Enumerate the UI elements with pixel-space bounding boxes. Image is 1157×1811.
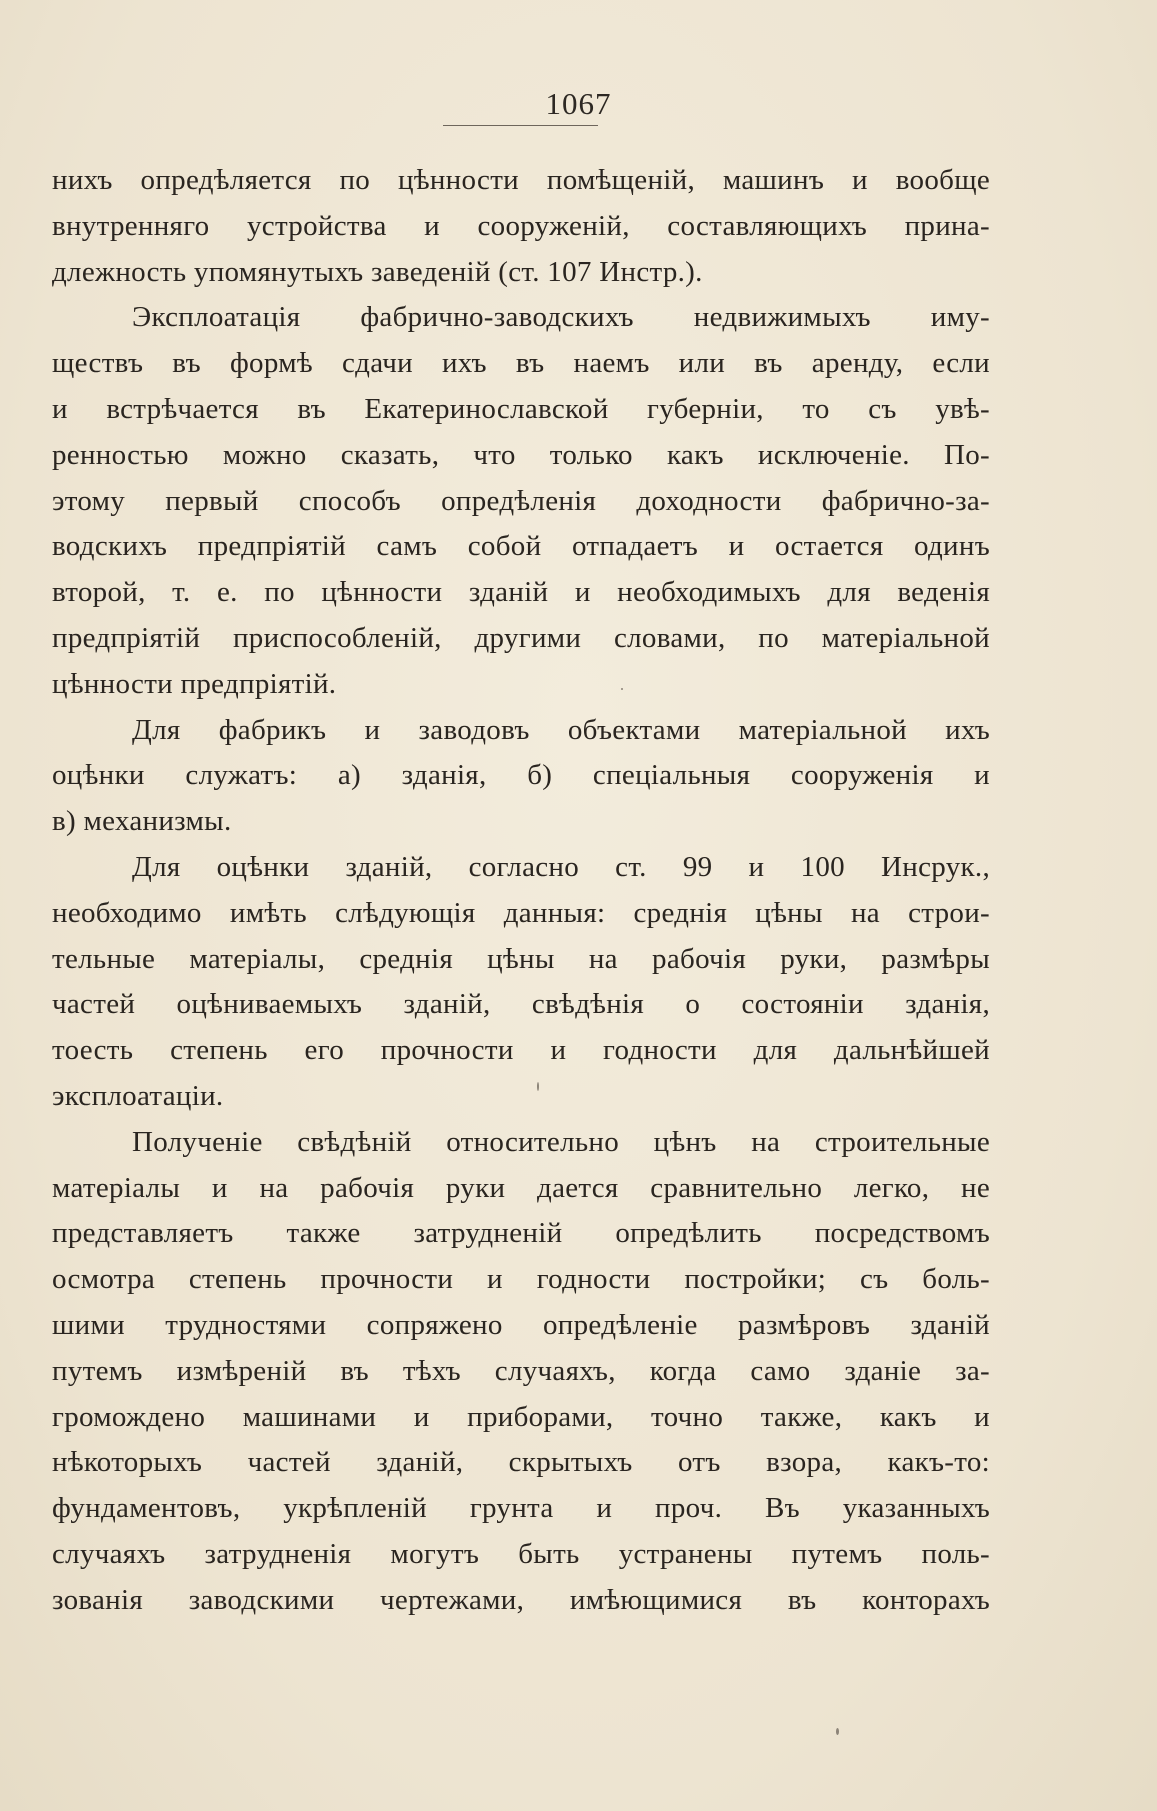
text-line: Эксплоатація фабрично-заводскихъ недвижимыхъ иму- — [132, 301, 990, 334]
text-line: внутренняго устройства и сооруженій, составляющихъ прина- — [52, 209, 990, 242]
text-line: оцѣнки служатъ: а) зданія, б) спеціальныя сооруженія и — [52, 759, 990, 792]
text-line: в) механизмы. — [52, 805, 232, 838]
text-line: матеріалы и на рабочія руки дается сравнительно легко, не — [52, 1171, 990, 1204]
text-line: представляетъ также затрудненій опредѣлить посредствомъ — [52, 1217, 990, 1250]
text-line: тоесть степень его прочности и годности для дальнѣйшей — [52, 1034, 990, 1067]
print-speck — [836, 1728, 839, 1735]
text-line: зованія заводскими чертежами, имѣющимися въ конторахъ — [52, 1583, 990, 1616]
text-line: водскихъ предпріятій самъ собой отпадаетъ и остается одинъ — [52, 530, 990, 563]
text-line: случаяхъ затрудненія могутъ быть устранены путемъ поль- — [52, 1537, 990, 1570]
text-line: нихъ опредѣляется по цѣнности помѣщеній, машинъ и вообще — [52, 164, 990, 196]
text-line: эксплоатаціи. — [52, 1079, 224, 1112]
text-line: путемъ измѣреній въ тѣхъ случаяхъ, когда само зданіе за- — [52, 1354, 990, 1387]
text-line: громождено машинами и приборами, точно также, какъ и — [52, 1400, 990, 1433]
text-line: тельные матеріалы, среднія цѣны на рабочія руки, размѣры — [52, 942, 990, 975]
print-speck — [621, 688, 623, 690]
page-number: 1067 — [545, 86, 612, 121]
text-line: Для оцѣнки зданій, согласно ст. 99 и 100 Инсрук., — [132, 850, 990, 883]
text-line: предпріятій приспособленій, другими словами, по матеріальной — [52, 621, 990, 654]
text-line: ществъ въ формѣ сдачи ихъ въ наемъ или въ аренду, если — [52, 347, 990, 380]
text-line: и встрѣчается въ Екатеринославской губерніи, то съ увѣ- — [52, 392, 990, 425]
text-line: Полученіе свѣдѣній относительно цѣнъ на строительные — [132, 1125, 990, 1158]
print-speck — [537, 1082, 539, 1091]
page-number-rule — [443, 125, 598, 126]
text-line: частей оцѣниваемыхъ зданій, свѣдѣнія о состояніи зданія, — [52, 988, 990, 1021]
text-line: цѣнности предпріятій. — [52, 667, 337, 700]
text-line: длежность упомянутыхъ заведеній (ст. 107 Инстр.). — [52, 255, 703, 288]
text-line: шими трудностями сопряжено опредѣленіе размѣровъ зданій — [52, 1308, 990, 1341]
text-line: осмотра степень прочности и годности постройки; съ боль- — [52, 1263, 990, 1296]
text-line: ренностью можно сказать, что только какъ исключеніе. По- — [52, 438, 990, 471]
text-line: необходимо имѣть слѣдующія данныя: среднія цѣны на строи- — [52, 896, 990, 929]
text-line: Для фабрикъ и заводовъ объектами матеріальной ихъ — [132, 713, 990, 746]
text-line: фундаментовъ, укрѣпленій грунта и проч. Въ указанныхъ — [52, 1492, 990, 1525]
text-line: этому первый способъ опредѣленія доходности фабрично-за- — [52, 484, 990, 517]
body-text — [52, 158, 990, 1624]
text-line: второй, т. е. по цѣнности зданій и необходимыхъ для веденія — [52, 576, 990, 609]
text-line: нѣкоторыхъ частей зданій, скрытыхъ отъ взора, какъ-то: — [52, 1446, 990, 1479]
